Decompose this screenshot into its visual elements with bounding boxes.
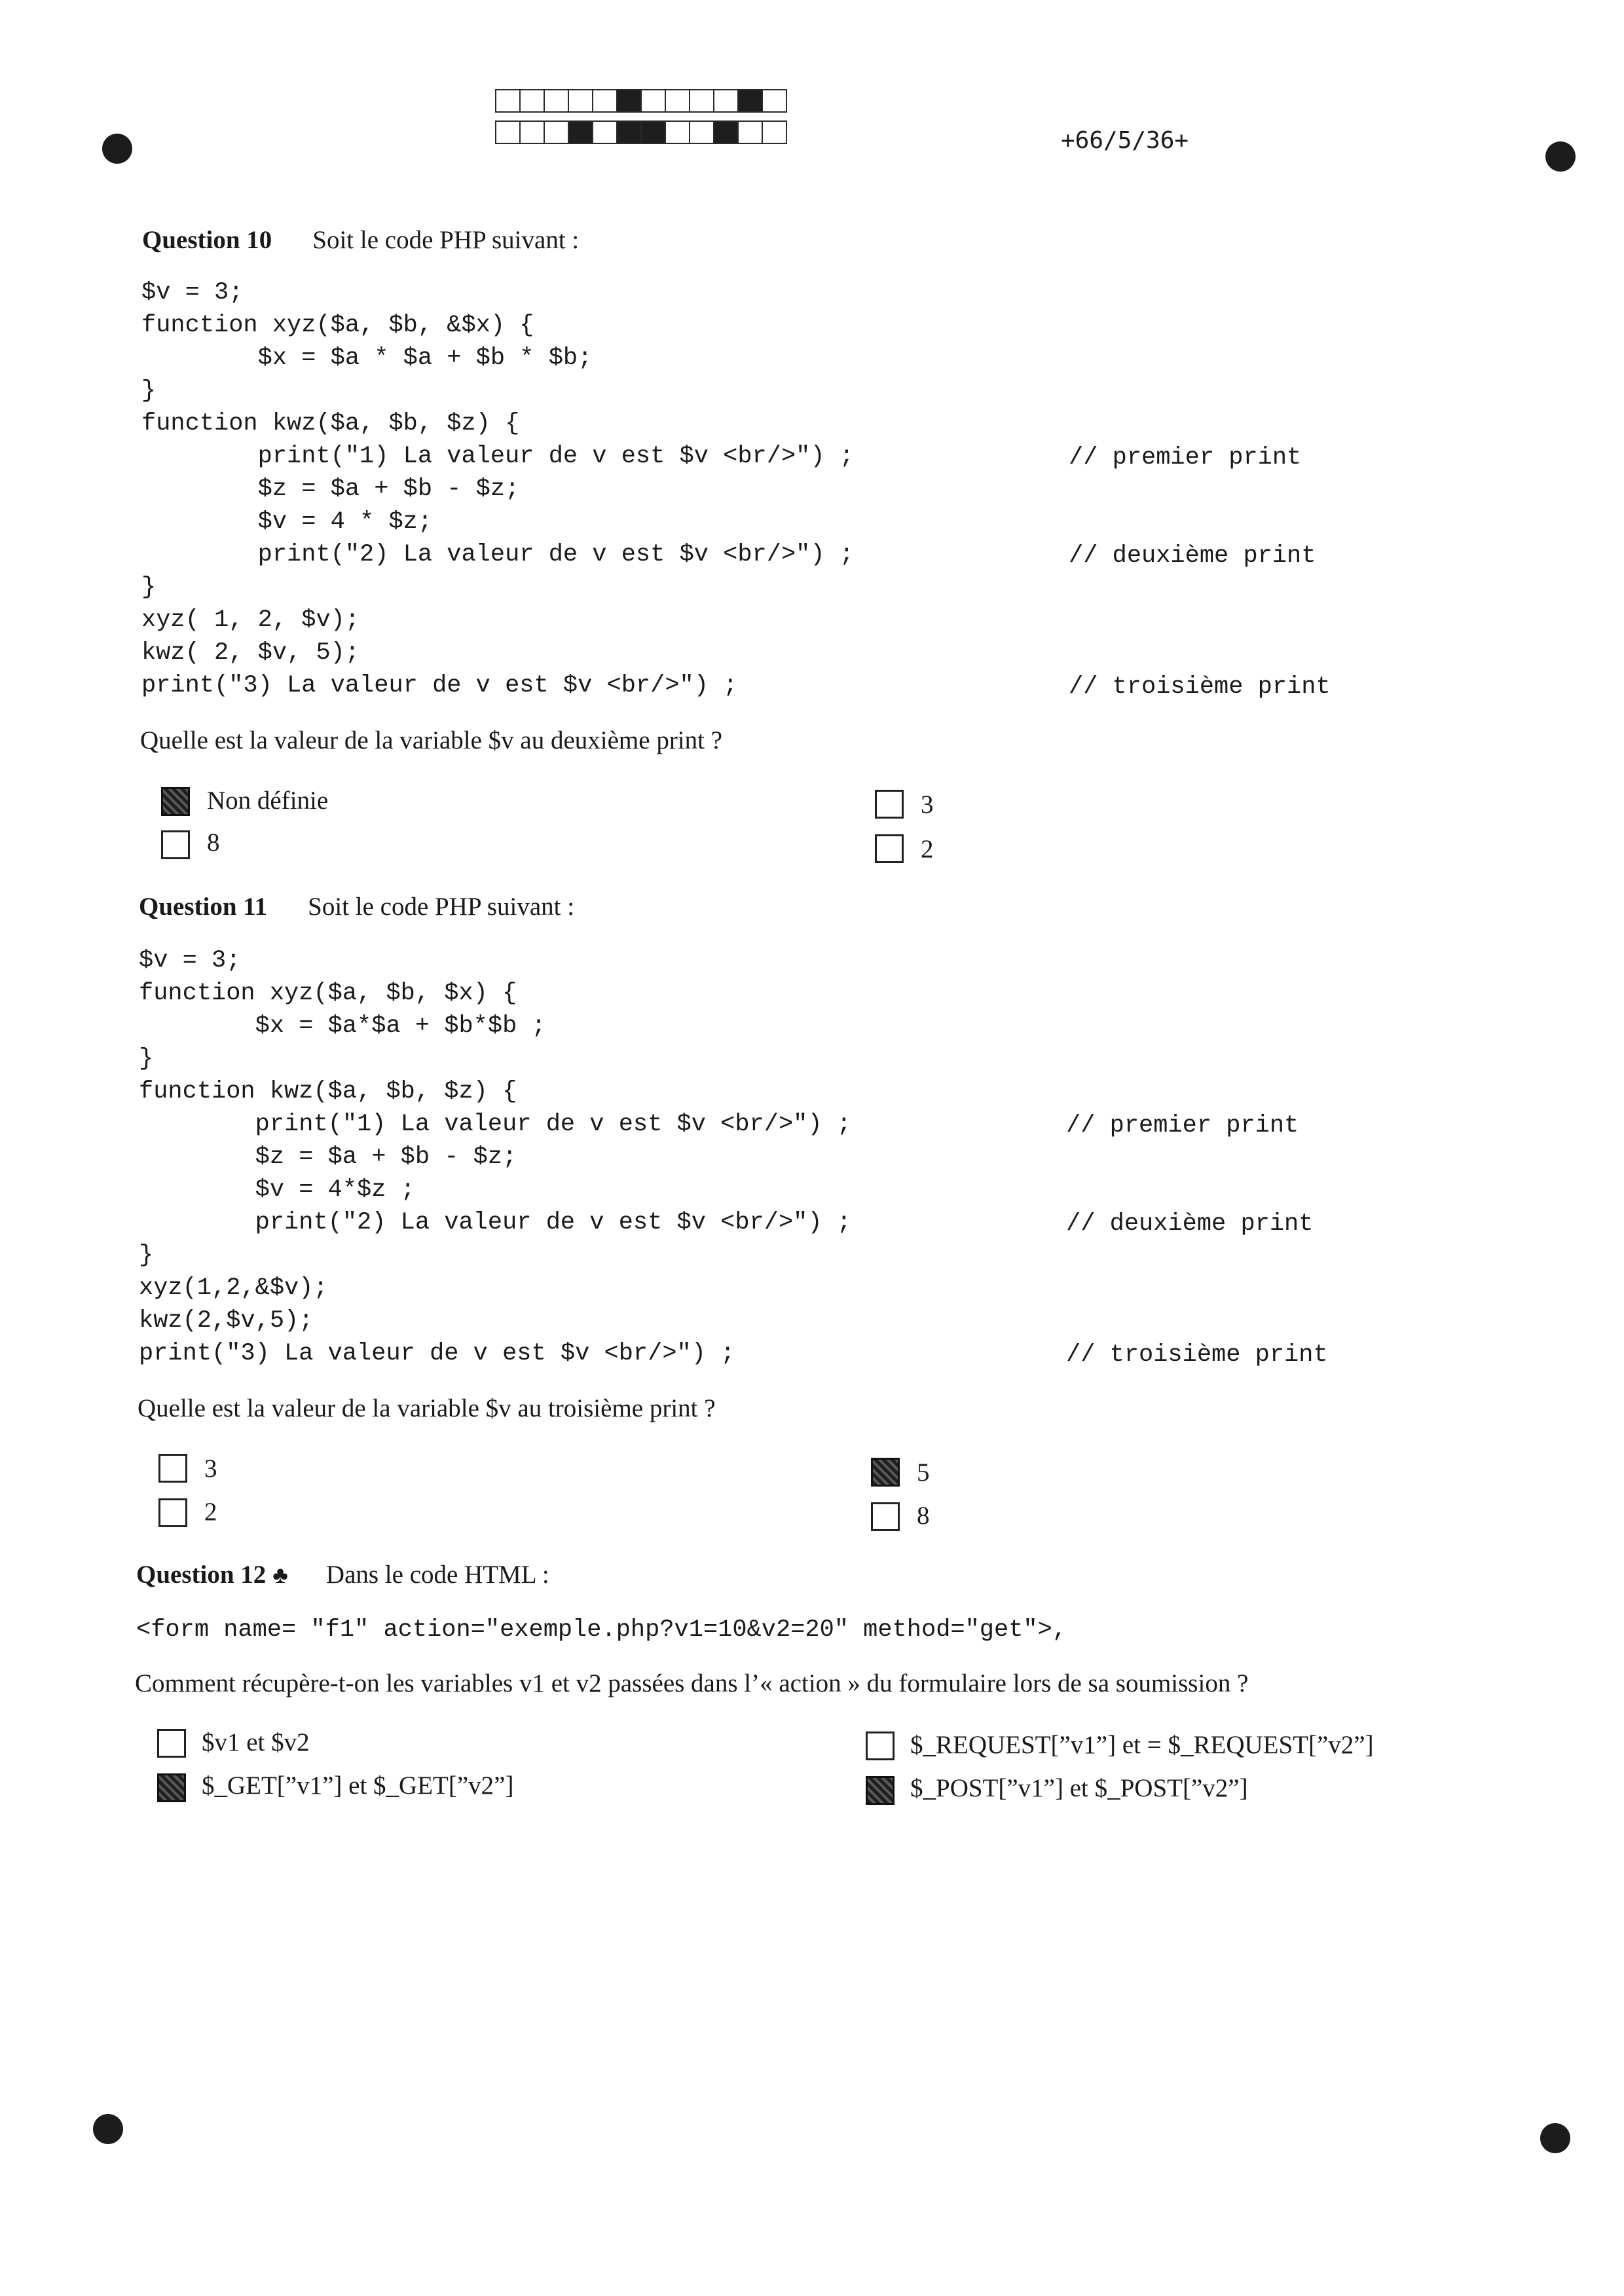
answer-checkbox[interactable] — [157, 1773, 186, 1802]
answer-label: 3 — [921, 790, 934, 819]
question-intro: Dans le code HTML : — [325, 1561, 549, 1589]
answer-label: $_GET[”v1”] et $_GET[”v2”] — [202, 1771, 514, 1800]
answer-checkbox[interactable] — [875, 834, 904, 863]
question-12-header — [136, 1560, 549, 1589]
barcode-cell — [665, 89, 690, 113]
answer-label: $_POST[”v1”] et $_POST[”v2”] — [910, 1774, 1248, 1802]
answer-checkbox[interactable] — [871, 1458, 900, 1487]
answer-label: 8 — [207, 828, 220, 857]
answer-checkbox[interactable] — [158, 1454, 187, 1483]
answer-label: $_REQUEST[”v1”] et = $_REQUEST[”v2”] — [910, 1731, 1374, 1759]
barcode-cell — [592, 89, 618, 113]
club-icon: ♣ — [272, 1562, 288, 1588]
registration-mark-top-right — [1545, 141, 1576, 172]
answer-label: 8 — [917, 1502, 930, 1530]
barcode-cell — [737, 89, 763, 113]
code-block: $v = 3; function xyz($a, $b, $x) { $x = $a*$a + $b*$b ; } function kwz($a, $b, $z) { print("1) La valeur de v est $v <br/>") ; $z = $a + $b - $z; $v = 4*$z ; print("2) La valeur de v est $v <br/>") ; } xyz(1,2,&$v); kwz(2,$v,5); print("3) La valeur de v est $v <br/>") ; — [139, 947, 851, 1367]
answer-label: 2 — [204, 1498, 217, 1526]
barcode-cell — [689, 120, 714, 144]
question-title: Question 12 — [136, 1561, 267, 1589]
question-11-header — [139, 892, 574, 921]
code-comment: // premier print — [1069, 444, 1302, 472]
answer-label: 5 — [917, 1458, 930, 1487]
barcode-cell — [592, 120, 618, 144]
page-identifier: +66/5/36+ — [1061, 127, 1189, 154]
barcode-cell — [495, 89, 521, 113]
barcode-cell — [495, 120, 521, 144]
code-comment: // deuxième print — [1069, 542, 1316, 570]
answer-checkbox[interactable] — [157, 1729, 186, 1758]
barcode-cell — [519, 120, 545, 144]
question-text: Quelle est la valeur de la variable $v au deuxième print ? — [140, 726, 723, 754]
question-text: Quelle est la valeur de la variable $v au troisième print ? — [138, 1394, 716, 1422]
barcode-row-1 — [495, 89, 786, 113]
barcode-cell — [568, 89, 593, 113]
barcode-cell — [616, 89, 642, 113]
answer-label: Non définie — [207, 787, 329, 815]
answer-checkbox[interactable] — [161, 830, 190, 859]
code-comment: // premier print — [1066, 1112, 1299, 1139]
answer-checkbox[interactable] — [875, 790, 904, 819]
barcode-cell — [519, 89, 545, 113]
registration-mark-top-left — [102, 134, 132, 164]
answer-label: 3 — [204, 1454, 217, 1483]
barcode-cell — [762, 120, 787, 144]
question-10-header — [142, 225, 579, 255]
question-intro: Soit le code PHP suivant : — [312, 226, 580, 254]
answer-checkbox[interactable] — [866, 1776, 895, 1805]
barcode-cell — [665, 120, 690, 144]
answer-label: $v1 et $v2 — [202, 1728, 310, 1756]
question-title: Question 10 — [142, 226, 272, 254]
question-title: Question 11 — [139, 893, 268, 921]
registration-mark-bottom-left — [93, 2114, 123, 2144]
question-text: Comment récupère-t-on les variables v1 et v2 passées dans l’« action » du formulaire lors de sa soumission ? — [135, 1669, 1249, 1697]
barcode-cell — [713, 120, 739, 144]
code-comment: // deuxième print — [1066, 1210, 1314, 1238]
answer-checkbox[interactable] — [158, 1498, 187, 1527]
registration-mark-bottom-right — [1540, 2123, 1570, 2153]
question-intro: Soit le code PHP suivant : — [308, 893, 575, 921]
barcode-cell — [713, 89, 739, 113]
barcode-cell — [640, 120, 666, 144]
barcode-cell — [616, 120, 642, 144]
code-block: <form name= "f1" action="exemple.php?v1=10&v2=20" method="get">, — [136, 1616, 1067, 1644]
code-comment: // troisième print — [1066, 1341, 1328, 1369]
barcode-cell — [689, 89, 714, 113]
barcode-cell — [762, 89, 787, 113]
answer-label: 2 — [921, 835, 934, 863]
answer-checkbox[interactable] — [866, 1731, 895, 1760]
barcode-row-2 — [495, 120, 786, 144]
barcode-cell — [640, 89, 666, 113]
answer-checkbox[interactable] — [871, 1502, 900, 1531]
barcode-cell — [568, 120, 593, 144]
code-comment: // troisième print — [1069, 673, 1331, 701]
answer-checkbox[interactable] — [161, 787, 190, 816]
barcode-cell — [737, 120, 763, 144]
barcode-cell — [544, 120, 569, 144]
barcode-cell — [544, 89, 569, 113]
code-block: $v = 3; function xyz($a, $b, &$x) { $x = $a * $a + $b * $b; } function kwz($a, $b, $z) { print("1) La valeur de v est $v <br/>") ; $z = $a + $b - $z; $v = 4 * $z; print("2) La valeur de v est $v <br/>") ; } xyz( 1, 2, $v); kwz( 2, $v, 5); print("3) La valeur de v est $v <br/>") ; — [141, 279, 854, 699]
